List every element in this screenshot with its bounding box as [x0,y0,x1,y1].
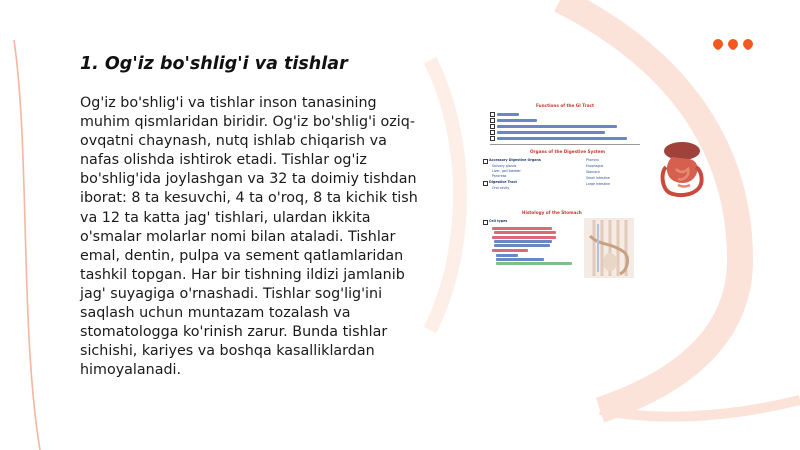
bullet-icon [483,159,488,164]
figure-divider [490,144,640,145]
figure-line [496,254,518,257]
figure-line [497,137,627,140]
figure-line [492,249,528,252]
bullet-icon [490,130,495,135]
left-thin-arc [14,40,40,450]
accessory-item: Pancreas [492,174,507,178]
tract-item: Stomach [586,170,601,174]
figure-line [496,262,572,265]
bullet-icon [483,220,488,225]
figure-line [497,125,617,128]
digestive-organs-illustration [656,137,708,199]
tract-item: Pharynx [586,158,599,162]
figure-line [494,231,556,234]
tract-item: Oral cavity [492,186,510,190]
accessory-item: Liver, gall bladder [492,169,521,173]
bullet-icon [490,124,495,129]
figure-line [496,258,544,261]
figure-line [494,240,552,243]
tract-heading: Digestive Tract [489,180,517,184]
dot-icon [726,37,740,51]
figure-line [492,236,556,239]
bullet-icon [490,136,495,141]
stomach-histology-illustration [580,216,638,280]
tract-item: Large Intestine [586,182,610,186]
decorative-dots [713,39,753,49]
inner-arc [430,60,460,330]
slide-title: 1. Og'iz bo'shlig'i va tishlar [80,54,348,74]
tract-item: Small Intestine [586,176,610,180]
figure-title-organs: Organs of the Digestive System [530,149,605,154]
tract-item: Esophagus [586,164,604,168]
figure-line [497,113,519,116]
accessory-heading: Accessory Digestive Organs [489,158,541,162]
figure-line [494,244,550,247]
figure-line [497,119,537,122]
figure-line [492,227,552,230]
digestive-system-figure [478,97,643,287]
figure-title-functions: Functions of the GI Tract [536,103,595,108]
dot-icon [711,37,725,51]
bottom-arc [600,400,800,417]
bullet-icon [490,118,495,123]
figure-title-histology: Histology of the Stomach [522,210,582,215]
bullet-icon [483,181,488,186]
dot-icon [741,37,755,51]
figure-line [497,131,605,134]
bullet-icon [490,112,495,117]
accessory-item: Salivary glands [492,164,517,168]
cell-types-heading: Cell types [489,219,508,223]
slide-body-text: Og'iz bo'shlig'i va tishlar inson tanasining muhim qismlaridan biridir. Og'iz bo'shlig'i oziq-ovqatni chaynash, nutq ishlab chiqarish va nafas olishda ishtirok etadi. Tishlar og'iz bo'shlig'ida joylashgan va 32 ta doimiy tishdan iborat: 8 ta kesuvchi, 4 ta o'roq, 8 ta kichik tish va 12 ta katta jag' tishlari, ulardan ikkita o'smalar molarlar nomi bilan ataladi. Tishlar emal, dentin, pulpa va sement qatlamlaridan tashkil topgan. Har bir tishning ildizi jamlanib jag' suyagiga o'rnashadi. Tishlar sog'lig'ini saqlash uchun muntazam tozalash va stomatologga ko'rinish zarur. Bunda tishlar sichishi, kariyes va boshqa kasalliklardan himoyalanadi. [80,95,418,379]
